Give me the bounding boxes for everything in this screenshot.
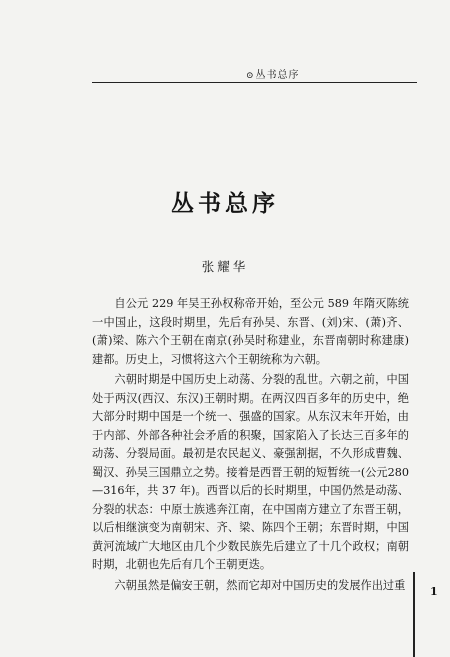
- author-name: 张耀华: [201, 259, 249, 274]
- paragraph-3: 六朝虽然是偏安王朝，然而它却对中国历史的发展作出过重: [114, 578, 406, 592]
- body-text: [92, 295, 409, 597]
- page-title: 丛书总序: [171, 190, 279, 217]
- circle-dot-icon: ⊙: [246, 71, 255, 81]
- paragraph-2: 六朝时期是中国历史上动荡、分裂的乱世。六朝之前，中国处于两汉(西汉、东汉)王朝时期。在两汉四百多年的历史中，绝大部分时期中国是一个统一、强盛的国家。从东汉末年开始，由于内部、外部各种社会矛盾的积聚，国家陷入了长达三百多年的动荡、分裂局面。最初是农民起义、豪强割据，不久形成曹魏、蜀汉、孙吴三国鼎立之势。接着是西晋王朝的短暂统一(公元280—316年，共 37 年)。西晋以后的长时期里，中国仍然是动荡、分裂的状态：中原士族逃奔江南，在中国南方建立了东晋王朝，以后相继演变为南朝宋、齐、梁、陈四个王朝；东晋时期，中国黄河流域广大地区由几个少数民族先后建立了十几个政权；南朝时期，北朝也先后有几个王朝更迭。: [92, 373, 409, 571]
- header-rule: [92, 82, 417, 83]
- running-head-title: 丛书总序: [255, 70, 300, 81]
- running-head: [246, 66, 300, 81]
- page-number: 1: [430, 585, 438, 598]
- paragraph-1: 自公元 229 年吴王孙权称帝开始，至公元 589 年隋灭陈统一中国止，这段时期里，先后有孙吴、东晋、(刘)宋、(萧)齐、(萧)梁、陈六个王朝在南京(孙吴时称建业，东晋南朝时称建康)建都。历史上，习惯将这六个王朝统称为六朝。: [92, 297, 409, 366]
- margin-rule: [413, 572, 415, 657]
